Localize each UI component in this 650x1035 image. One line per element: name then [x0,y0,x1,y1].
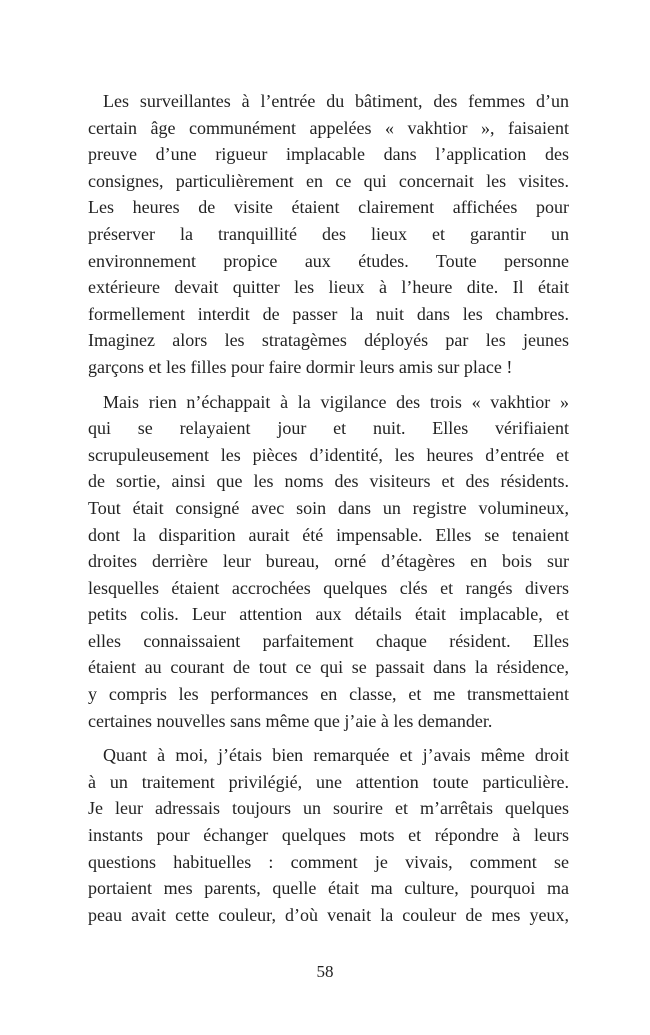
text-line: préserver la tranquillité des lieux et garantir un [88,223,569,244]
text-line: formellement interdit de passer la nuit dans les chambres. [88,303,569,324]
text-line: preuve d’une rigueur implacable dans l’application des [88,144,569,165]
text-line: petits colis. Leur attention aux détails était implacable, et [88,604,569,625]
text-line: consignes, particulièrement en ce qui concernait les visites. [88,170,569,191]
text-line: étaient au courant de tout ce qui se passait dans la résidence, [88,657,569,678]
text-line: à un traitement privilégié, une attention toute particulière. [88,771,569,792]
text-line: Les surveillantes à l’entrée du bâtiment, des femmes d’un [103,91,569,111]
paragraph-1 [88,88,569,381]
text-line: Les heures de visite étaient clairement affichées pour [88,197,569,218]
text-line: dont la disparition aurait été impensable. Elles se tenaient [88,524,569,545]
paragraph-3 [88,742,569,928]
text-line: Quant à moi, j’étais bien remarquée et j’avais même droit [103,745,569,766]
text-line: instants pour échanger quelques mots et répondre à leurs [88,825,569,846]
text-line: garçons et les filles pour faire dormir leurs amis sur place ! [88,356,513,377]
text-line: extérieure devait quitter les lieux à l’heure dite. Il était [88,277,569,298]
text-line: environnement propice aux études. Toute personne [88,250,569,271]
text-line: Mais rien n’échappait à la vigilance des trois « vakhtior » [103,391,569,412]
page-number: 58 [316,962,334,981]
page-body [88,88,569,928]
text-line: questions habituelles : comment je vivais, comment se [88,851,569,872]
text-line: y compris les performances en classe, et me transmettaient [88,684,569,705]
text-line: certaines nouvelles sans même que j’aie à les demander. [88,710,493,731]
text-line: de sortie, ainsi que les noms des visiteurs et des résidents. [88,471,569,492]
text-line: portaient mes parents, quelle était ma culture, pourquoi ma [88,878,569,899]
paragraph-2 [88,389,569,735]
text-line: qui se relayaient jour et nuit. Elles vérifiaient [88,418,569,439]
text-line: Imaginez alors les stratagèmes déployés par les jeunes [88,330,569,351]
text-line: Tout était consigné avec soin dans un registre volumineux, [88,497,569,518]
text-line: scrupuleusement les pièces d’identité, les heures d’entrée et [88,444,569,465]
text-line: lesquelles étaient accrochées quelques clés et rangés divers [88,577,569,598]
text-line: Je leur adressais toujours un sourire et m’arrêtais quelques [88,798,569,819]
text-line: certain âge communément appelées « vakhtior », faisaient [88,117,569,138]
text-line: elles connaissaient parfaitement chaque résident. Elles [88,630,569,651]
text-line: droites derrière leur bureau, orné d’étagères en bois sur [88,551,569,572]
text-line: peau avait cette couleur, d’où venait la couleur de mes yeux, [88,904,569,925]
